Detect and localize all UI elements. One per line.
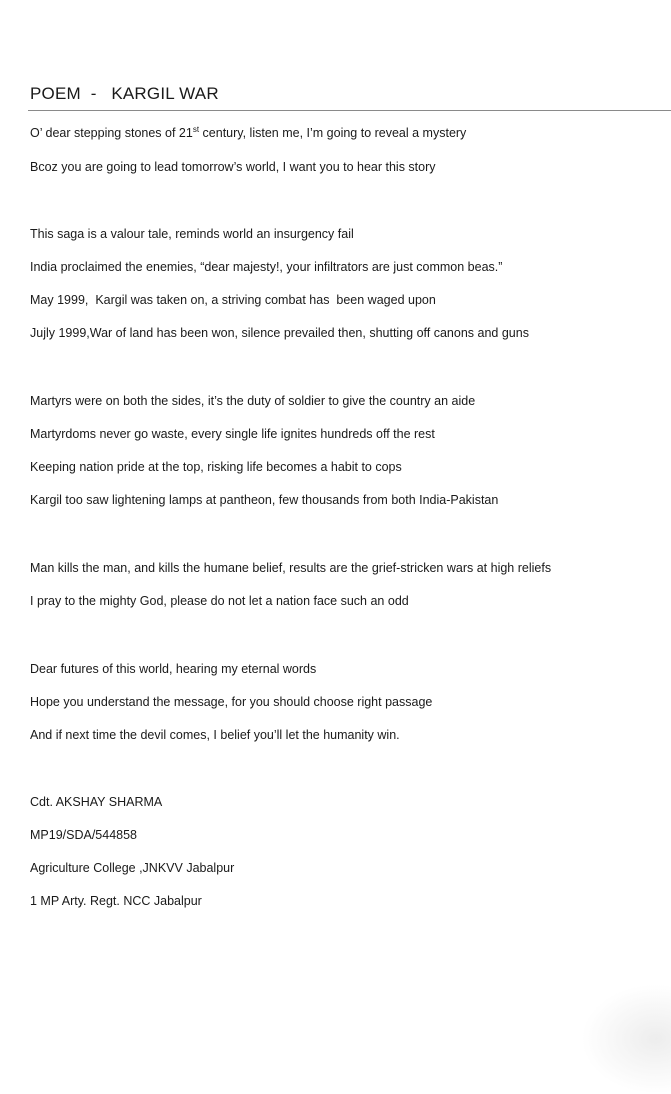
poem-title: POEM - KARGIL WAR [30,84,219,103]
stanza1-line1 [30,126,466,140]
stanza3-line1: Martyrs were on both the sides, it’s the duty of soldier to give the country an aide [30,394,476,408]
stanza2-line3: May 1999, Kargil was taken on, a striving combat has been waged upon [30,293,436,307]
stanza2-line2: India proclaimed the enemies, “dear majesty!, your infiltrators are just common beas.” [30,260,503,274]
cadet-number: MP19/SDA/544858 [30,828,138,842]
stanza5-line3: And if next time the devil comes, I belief you’ll let the humanity win. [30,728,400,742]
corner-shadow [581,984,671,1094]
stanza3-line2: Martyrdoms never go waste, every single life ignites hundreds off the rest [30,427,435,441]
ordinal-suffix: st [192,124,200,134]
stanza3-line3: Keeping nation pride at the top, risking life becomes a habit to cops [30,460,402,474]
stanza1-line2: Bcoz you are going to lead tomorrow’s world, I want you to hear this story [30,160,436,174]
author-name: Cdt. AKSHAY SHARMA [30,795,163,809]
stanza5-line2: Hope you understand the message, for you should choose right passage [30,695,433,709]
unit-name: 1 MP Arty. Regt. NCC Jabalpur [30,894,202,908]
college-name: Agriculture College ,JNKVV Jabalpur [30,861,235,875]
stanza2-line1: This saga is a valour tale, reminds world an insurgency fail [30,227,354,241]
line1-pre: O’ dear stepping stones of 21 [30,126,193,140]
stanza2-line4: Jujly 1999,War of land has been won, silence prevailed then, shutting off canons and guns [30,326,529,340]
stanza4-line2: I pray to the mighty God, please do not let a nation face such an odd [30,594,409,608]
stanza4-line1: Man kills the man, and kills the humane belief, results are the grief-stricken wars at high reliefs [30,561,552,575]
stanza3-line4: Kargil too saw lightening lamps at pantheon, few thousands from both India-Pakistan [30,493,499,507]
line1-post: century, listen me, I’m going to reveal a mystery [199,126,467,140]
stanza5-line1: Dear futures of this world, hearing my eternal words [30,662,317,676]
title-underline [28,110,671,111]
